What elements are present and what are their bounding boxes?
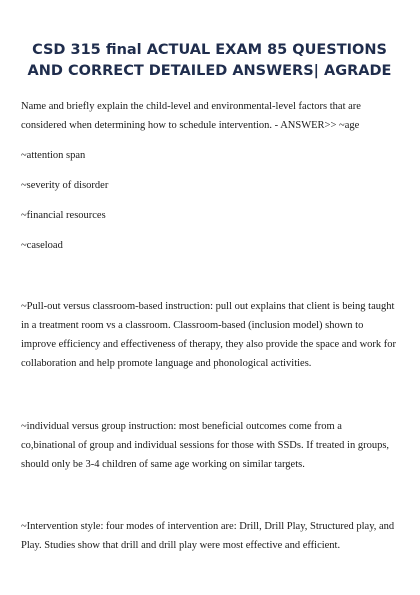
intervention-style-paragraph: ~Intervention style: four modes of intervention are: Drill, Drill Play, Structured play, and Play. Studies show that drill and drill play were most effective and efficient.	[21, 521, 395, 551]
answer-item-attention-span: ~attention span	[21, 150, 86, 161]
title-line-1: CSD 315 final ACTUAL EXAM 85 QUESTIONS	[32, 42, 387, 58]
document-title	[21, 40, 398, 82]
title-line-2: AND CORRECT DETAILED ANSWERS| AGRADE	[27, 63, 392, 79]
answer-item-caseload: ~caseload	[21, 240, 63, 251]
question-paragraph: Name and briefly explain the child-level and environmental-level factors that are considered when determining how to schedule intervention. - ANSWER>> ~age	[21, 101, 361, 131]
answer-item-financial-resources: ~financial resources	[21, 210, 106, 221]
answer-item-severity: ~severity of disorder	[21, 180, 109, 191]
individual-vs-group-paragraph: ~individual versus group instruction: most beneficial outcomes come from a co,binational of group and individual sessions for those with SSDs. If treated in groups, should only be 3-4 children of same age working on similar targets.	[21, 421, 390, 470]
document-body	[21, 97, 398, 555]
pullout-vs-classroom-paragraph: ~Pull-out versus classroom-based instruction: pull out explains that client is being taught in a treatment room vs a classroom. Classroom-based (inclusion model) shown to improve efficiency and effectiveness of therapy, they also provide the space and work for collaboration and help promote language and phonological activities.	[21, 301, 397, 369]
